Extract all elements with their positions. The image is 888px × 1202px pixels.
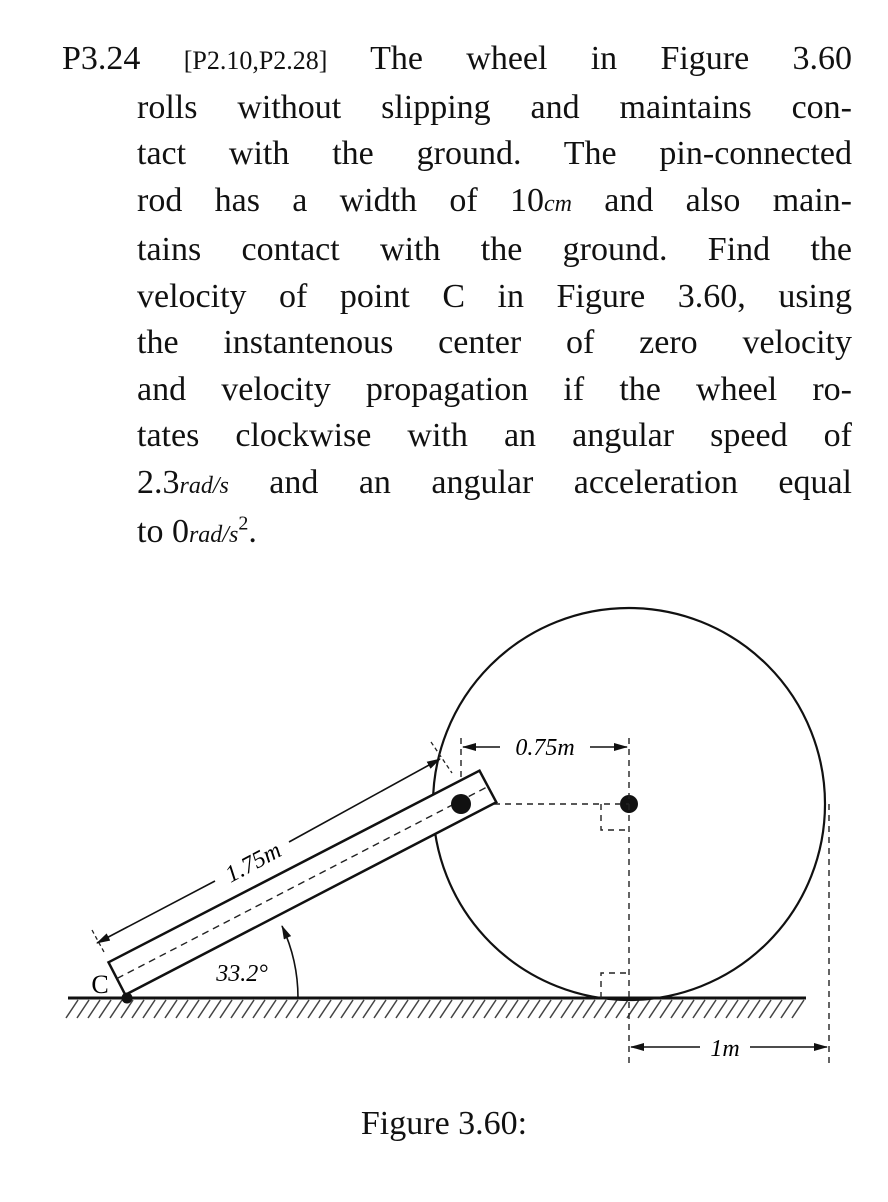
rod bbox=[109, 771, 497, 995]
ground-hatch-line bbox=[385, 1000, 397, 1018]
ground-hatch-line bbox=[165, 1000, 177, 1018]
ground-hatch-line bbox=[66, 1000, 78, 1018]
problem-line-8: and velocity propagation if the wheel ro- bbox=[137, 370, 852, 408]
ground-hatch-line bbox=[484, 1000, 496, 1018]
ground-hatch-line bbox=[209, 1000, 221, 1018]
ground-hatch-line bbox=[506, 1000, 518, 1018]
ground-hatch-line bbox=[693, 1000, 705, 1018]
ground-hatch-line bbox=[198, 1000, 210, 1018]
ground-hatch-line bbox=[418, 1000, 430, 1018]
point-c-pin bbox=[122, 993, 133, 1004]
ground-hatch-line bbox=[286, 1000, 298, 1018]
problem-line-1: P3.24 [P2.10,P2.28] The wheel in Figure 3.60 bbox=[62, 40, 852, 77]
ground-hatch-line bbox=[572, 1000, 584, 1018]
ground-hatch-line bbox=[374, 1000, 386, 1018]
rod-pin bbox=[451, 794, 471, 814]
problem-line-5: tains contact with the ground. Find the bbox=[137, 231, 852, 268]
ground-hatch-line bbox=[770, 1000, 782, 1018]
ground-hatch-line bbox=[77, 1000, 89, 1018]
ground-hatch-line bbox=[88, 1000, 100, 1018]
rod-length-label: 1.75m bbox=[221, 837, 286, 889]
ground-hatch-line bbox=[539, 1000, 551, 1018]
ground-hatch-line bbox=[726, 1000, 738, 1018]
ground-hatch-line bbox=[407, 1000, 419, 1018]
ground-hatch-line bbox=[330, 1000, 342, 1018]
ground-hatch-line bbox=[429, 1000, 441, 1018]
ground-hatch-line bbox=[242, 1000, 254, 1018]
problem-line-6: velocity of point C in Figure 3.60, using bbox=[137, 277, 852, 315]
ground-hatch-line bbox=[704, 1000, 716, 1018]
ground-hatch-line bbox=[660, 1000, 672, 1018]
ground-hatch-line bbox=[297, 1000, 309, 1018]
ground-hatch-line bbox=[154, 1000, 166, 1018]
problem-statement bbox=[62, 36, 852, 559]
ground-hatch-line bbox=[528, 1000, 540, 1018]
ground-hatch-line bbox=[638, 1000, 650, 1018]
ground-hatch-line bbox=[583, 1000, 595, 1018]
ground-hatch-line bbox=[440, 1000, 452, 1018]
ground-hatch-line bbox=[605, 1000, 617, 1018]
ground-hatch-line bbox=[319, 1000, 331, 1018]
ground-hatch-line bbox=[616, 1000, 628, 1018]
ground-hatch-line bbox=[473, 1000, 485, 1018]
ground-hatch-line bbox=[451, 1000, 463, 1018]
ground-hatch-line bbox=[363, 1000, 375, 1018]
ground-hatch-line bbox=[517, 1000, 529, 1018]
ground-hatch-line bbox=[187, 1000, 199, 1018]
point-c-label: C bbox=[91, 970, 109, 999]
problem-line-2: rolls without slipping and maintains con- bbox=[137, 88, 852, 126]
problem-line-3: tact with the ground. The pin-connected bbox=[137, 135, 852, 172]
ground-hatch-line bbox=[682, 1000, 694, 1018]
radius-label: 1m bbox=[710, 1036, 740, 1062]
ground-hatch-line bbox=[649, 1000, 661, 1018]
ground-hatch-line bbox=[462, 1000, 474, 1018]
ground-hatch-line bbox=[781, 1000, 793, 1018]
problem-line-9: tates clockwise with an angular speed of bbox=[137, 417, 852, 454]
unit-rad-per-s2: rad/s bbox=[188, 522, 239, 548]
ground-hatch-line bbox=[671, 1000, 683, 1018]
ground-hatch-line bbox=[341, 1000, 353, 1018]
problem-line-10: 2.3rad/s and an angular acceleration equal bbox=[137, 463, 853, 501]
ground-hatch-line bbox=[792, 1000, 804, 1018]
ground-hatch-line bbox=[264, 1000, 276, 1018]
ground-hatch-line bbox=[759, 1000, 771, 1018]
ground-hatch-line bbox=[143, 1000, 155, 1018]
figure-caption: Figure 3.60: bbox=[360, 1105, 528, 1142]
ground-hatch-line bbox=[132, 1000, 144, 1018]
problem-line-4: rod has a width of 10cm and also main- bbox=[137, 181, 852, 219]
ground-hatch-line bbox=[495, 1000, 507, 1018]
angle-arc bbox=[282, 926, 298, 998]
ground-hatch-line bbox=[275, 1000, 287, 1018]
unit-rad-per-s: rad/s bbox=[179, 472, 229, 499]
problem-refs: [P2.10,P2.28] bbox=[183, 46, 328, 75]
wheel-construction-lines bbox=[461, 738, 829, 1065]
ground-hatch-line bbox=[308, 1000, 320, 1018]
angle-label: 33.2° bbox=[216, 961, 268, 987]
problem-number: P3.24 bbox=[62, 40, 141, 77]
ground-hatch-line bbox=[737, 1000, 749, 1018]
offset-label: 0.75m bbox=[515, 735, 575, 761]
ground-hatch-line bbox=[99, 1000, 111, 1018]
ground-hatch-line bbox=[110, 1000, 122, 1018]
ground-hatch-line bbox=[220, 1000, 232, 1018]
ground-hatch-line bbox=[176, 1000, 188, 1018]
figure-3-60 bbox=[0, 560, 888, 1100]
problem-line-7: the instantenous center of zero velocity bbox=[137, 324, 852, 361]
ground-hatch-line bbox=[748, 1000, 760, 1018]
ground-hatch-line bbox=[253, 1000, 265, 1018]
ground-hatch-line bbox=[352, 1000, 364, 1018]
ground-hatch-line bbox=[594, 1000, 606, 1018]
ground-hatch-line bbox=[231, 1000, 243, 1018]
ground-hatch-line bbox=[715, 1000, 727, 1018]
ground bbox=[66, 998, 806, 1018]
problem-line-11: to $0rad/s^2$. bbox=[137, 512, 257, 550]
ground-hatch-line bbox=[561, 1000, 573, 1018]
ground-hatch-line bbox=[396, 1000, 408, 1018]
ground-hatch-line bbox=[550, 1000, 562, 1018]
unit-cm: cm bbox=[543, 190, 572, 217]
